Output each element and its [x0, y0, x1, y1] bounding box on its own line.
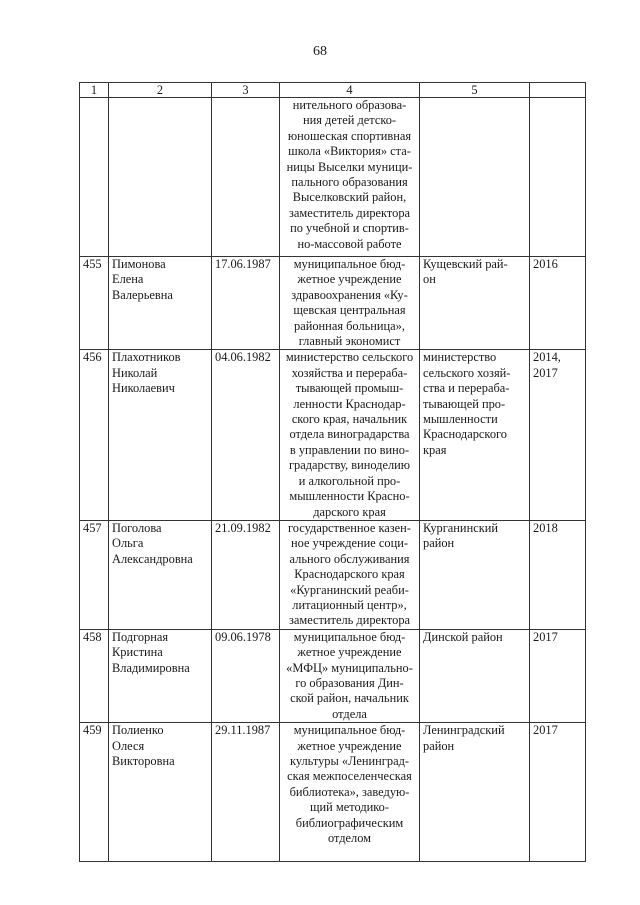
region-line: края [423, 442, 447, 457]
header-row [80, 83, 586, 98]
org-line: нительного образова- [292, 98, 407, 112]
name-line: Александровна [112, 551, 193, 566]
date-cell: 21.09.1982 [212, 520, 280, 629]
org-line: министерство сельского [285, 350, 414, 365]
org-line: отделом [327, 831, 372, 846]
header-cell: 5 [420, 83, 530, 98]
region-line: Динской район [423, 629, 503, 644]
region-line: район [423, 738, 455, 753]
name-line: Викторовна [112, 754, 175, 768]
page-number: 68 [313, 44, 327, 59]
date-cell: 29.11.1987 [212, 723, 280, 862]
org-line: главный экономист [298, 334, 401, 349]
org-line: отдела [332, 706, 367, 721]
region-cell [420, 350, 530, 520]
org-line: щий методико- [310, 800, 389, 815]
header-cell: 1 [80, 83, 109, 98]
name-line: Валерьевна [112, 287, 173, 302]
year-line: 2017 [533, 629, 558, 644]
header-cell: 3 [212, 83, 280, 98]
name-cell [109, 350, 212, 520]
header-cell [530, 83, 586, 98]
year-line: 2017 [533, 723, 558, 738]
name-line: Олеся [112, 738, 145, 753]
region-line: ства и перераба- [423, 381, 510, 396]
org-line: Краснодарского края [294, 567, 405, 582]
org-line: библиографическим [295, 815, 404, 830]
org-line: по учебной и спортив- [290, 221, 409, 236]
num-cell: 459 [80, 723, 109, 862]
region-cell [420, 520, 530, 629]
org-line: в управлении по вино- [289, 442, 410, 457]
num-cell: 456 [80, 350, 109, 520]
org-line: ской район, начальник [290, 691, 409, 706]
org-line: ского края, начальник [291, 412, 408, 427]
name-cell [109, 629, 212, 722]
org-line: заместитель директора [288, 205, 411, 220]
table-row [80, 257, 586, 350]
region-line: район [423, 536, 455, 551]
name-line: Полиенко [112, 723, 164, 738]
org-cell [280, 520, 420, 629]
org-line: ния детей детско- [302, 113, 397, 128]
date-cell: 17.06.1987 [212, 257, 280, 350]
org-line: ницы Выселки муници- [286, 159, 413, 174]
org-line: заместитель директора [288, 613, 411, 628]
org-line: и алкогольной про- [298, 473, 401, 488]
org-line: ального обслуживания [289, 551, 410, 566]
year-line: 2018 [533, 520, 558, 535]
year-line: 2016 [533, 257, 558, 271]
org-line: дарского края [313, 504, 386, 519]
region-cell [420, 257, 530, 350]
name-line: Пимонова [112, 257, 166, 271]
date-cell: 09.06.1978 [212, 629, 280, 722]
table-row [80, 629, 586, 722]
date-cell: 04.06.1982 [212, 350, 280, 520]
org-line: юношеская спортивная [287, 128, 412, 143]
org-line: муниципальное бюд- [293, 257, 406, 271]
org-line: школа «Виктория» ста- [288, 144, 411, 159]
org-line: ленности Краснодар- [293, 396, 406, 411]
org-line: «МФЦ» муниципально- [286, 660, 413, 675]
region-cell [420, 723, 530, 862]
region-line: сельского хозяй- [423, 365, 511, 380]
region-cell [420, 98, 530, 257]
org-line: пального образования [291, 175, 408, 190]
org-line: хозяйства и перераба- [291, 365, 408, 380]
org-line: щевская центральная [293, 303, 406, 318]
year-cell [530, 350, 586, 520]
org-line: мышленности Красно- [289, 489, 410, 504]
org-line: государственное казен- [288, 520, 411, 535]
num-cell: 455 [80, 257, 109, 350]
region-line: Краснодарского [423, 427, 507, 442]
name-line: Елена [112, 272, 144, 287]
org-cell [280, 629, 420, 722]
name-line: Владимировна [112, 660, 190, 675]
name-line: Подгорная [112, 629, 169, 644]
header-cell: 2 [109, 83, 212, 98]
name-cell [109, 723, 212, 862]
org-cell [280, 98, 420, 257]
num-cell [80, 98, 109, 257]
num-cell: 458 [80, 629, 109, 722]
name-line: Кристина [112, 645, 163, 660]
org-line: жетное учреждение [297, 738, 402, 753]
org-line: ное учреждение соци- [290, 536, 408, 551]
org-line: районная больница», [294, 318, 405, 333]
org-line: жетное учреждение [297, 645, 402, 660]
org-line: отдела виноградарства [289, 427, 410, 442]
org-line: ская межпоселенческая [287, 769, 412, 784]
name-line: Поголова [112, 520, 162, 535]
region-line: Кущевский рай- [423, 257, 508, 271]
region-cell [420, 629, 530, 722]
year-cell [530, 257, 586, 350]
org-line: муниципальное бюд- [293, 629, 406, 644]
year-line: 2017 [533, 365, 558, 380]
year-cell [530, 520, 586, 629]
name-line: Николай [112, 365, 158, 380]
org-line: муниципальное бюд- [293, 723, 406, 738]
org-line: го образования Дин- [295, 675, 404, 690]
year-cell [530, 723, 586, 862]
year-cell [530, 629, 586, 722]
registry-table [79, 82, 586, 862]
org-line: библиотека», заведую- [289, 784, 410, 799]
org-line: «Курганинский реаби- [290, 582, 409, 597]
name-cell [109, 257, 212, 350]
region-line: тывающей про- [423, 396, 506, 411]
region-line: Курганинский [423, 520, 498, 535]
table-row-continuation [80, 98, 586, 257]
org-line: Выселковский район, [292, 190, 407, 205]
date-cell [212, 98, 280, 257]
org-line: литационный центр», [292, 597, 407, 612]
name-line: Плахотников [112, 350, 181, 365]
org-line: здравоохранения «Ку- [291, 287, 408, 302]
region-line: мышленности [423, 412, 498, 427]
year-cell [530, 98, 586, 257]
org-line: но-массовой работе [297, 236, 402, 251]
table-row [80, 520, 586, 629]
org-line: жетное учреждение [297, 272, 402, 287]
org-cell [280, 723, 420, 862]
org-line: градарству, виноделию [288, 458, 411, 473]
table-row [80, 723, 586, 862]
region-line: он [423, 272, 436, 287]
header-cell: 4 [280, 83, 420, 98]
region-line: министерство [423, 350, 497, 365]
org-cell [280, 350, 420, 520]
org-cell [280, 257, 420, 350]
name-line: Ольга [112, 536, 144, 551]
num-cell: 457 [80, 520, 109, 629]
name-cell [109, 98, 212, 257]
name-line: Николаевич [112, 381, 175, 396]
org-line: культуры «Ленинград- [289, 754, 410, 768]
org-line: тывающей промыш- [295, 381, 404, 396]
name-cell [109, 520, 212, 629]
year-line: 2014, [533, 350, 561, 365]
table-row [80, 350, 586, 520]
region-line: Ленинградский [423, 723, 505, 738]
